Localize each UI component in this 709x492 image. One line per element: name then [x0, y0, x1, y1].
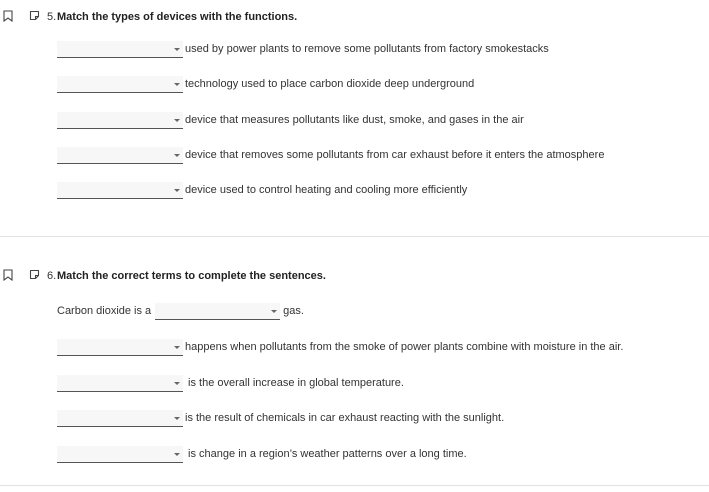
- sentence-text: is the result of chemicals in car exhaust reacting with the sunlight.: [185, 412, 505, 424]
- function-description: device that measures pollutants like dust, smoke, and gases in the air: [185, 114, 524, 126]
- sentence-text: is change in a region’s weather patterns over a long time.: [185, 448, 467, 460]
- chevron-down-icon: [174, 48, 180, 51]
- answer-dropdown[interactable]: [57, 41, 183, 58]
- chevron-down-icon: [174, 453, 180, 456]
- match-row: [57, 40, 549, 58]
- answer-dropdown[interactable]: [57, 375, 183, 392]
- chevron-down-icon: [174, 154, 180, 157]
- match-row: [57, 75, 474, 93]
- section-divider: [0, 236, 709, 237]
- note-icon[interactable]: [29, 269, 40, 280]
- inline-sentence-row: [57, 302, 304, 320]
- answer-dropdown[interactable]: [57, 147, 183, 164]
- answer-dropdown[interactable]: [155, 303, 280, 320]
- answer-dropdown[interactable]: [57, 76, 183, 93]
- answer-dropdown[interactable]: [57, 112, 183, 129]
- question-title: Match the types of devices with the functions.: [57, 11, 298, 23]
- chevron-down-icon: [174, 83, 180, 86]
- chevron-down-icon: [174, 189, 180, 192]
- sentence-text: is the overall increase in global temperature.: [185, 377, 404, 389]
- question-number: 6.: [47, 270, 57, 282]
- sentence-text: happens when pollutants from the smoke of power plants combine with moisture in the air.: [185, 341, 624, 353]
- function-description: technology used to place carbon dioxide deep underground: [185, 78, 475, 90]
- match-row: [57, 338, 623, 356]
- chevron-down-icon: [271, 310, 277, 313]
- chevron-down-icon: [174, 382, 180, 385]
- chevron-down-icon: [174, 346, 180, 349]
- function-description: device that removes some pollutants from car exhaust before it enters the atmosphere: [185, 149, 605, 161]
- match-row: [57, 374, 404, 392]
- match-row: [57, 181, 467, 199]
- answer-dropdown[interactable]: [57, 446, 183, 463]
- sentence-start: Carbon dioxide is a: [57, 305, 152, 317]
- bookmark-icon[interactable]: [3, 269, 13, 281]
- note-icon[interactable]: [29, 10, 40, 21]
- question-title: Match the correct terms to complete the sentences.: [57, 270, 326, 282]
- question-number: 5.: [47, 11, 57, 23]
- match-row: [57, 409, 504, 427]
- section-divider: [0, 485, 709, 486]
- answer-dropdown[interactable]: [57, 339, 183, 356]
- chevron-down-icon: [174, 119, 180, 122]
- function-description: device used to control heating and cooling more efficiently: [185, 184, 468, 196]
- match-row: [57, 111, 524, 129]
- bookmark-icon[interactable]: [3, 10, 13, 22]
- function-description: used by power plants to remove some pollutants from factory smokestacks: [185, 43, 549, 55]
- sentence-end: gas.: [283, 305, 304, 317]
- answer-dropdown[interactable]: [57, 182, 183, 199]
- match-row: [57, 445, 467, 463]
- match-row: [57, 146, 604, 164]
- answer-dropdown[interactable]: [57, 410, 183, 427]
- chevron-down-icon: [174, 417, 180, 420]
